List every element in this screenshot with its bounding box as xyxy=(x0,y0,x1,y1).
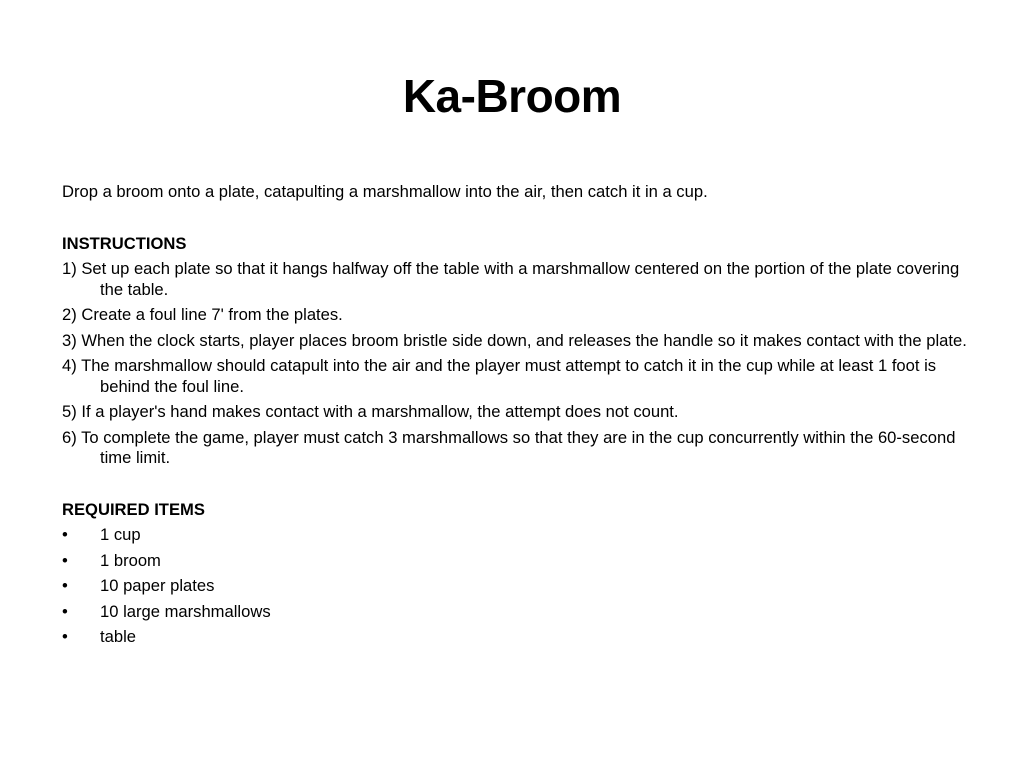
intro-text: Drop a broom onto a plate, catapulting a marshmallow into the air, then catch it in a cup. xyxy=(62,182,708,201)
required-items-list xyxy=(62,525,982,648)
list-item xyxy=(62,551,982,572)
item-label: 1 cup xyxy=(100,525,141,544)
instruction-step: 6) To complete the game, player must catch 3 marshmallows so that they are in the cup concurrently within the 60-second time limit. xyxy=(62,427,956,467)
item-label: 10 paper plates xyxy=(100,576,215,595)
bullet-icon: • xyxy=(62,601,68,621)
item-label: 10 large marshmallows xyxy=(100,601,271,621)
instructions-list xyxy=(62,259,982,469)
instructions-heading: INSTRUCTIONS xyxy=(62,233,187,253)
slide-title: Ka-Broom xyxy=(402,70,622,122)
instruction-step: 5) If a player's hand makes contact with a marshmallow, the attempt does not count. xyxy=(62,402,679,421)
bullet-icon: • xyxy=(62,525,68,544)
slide-body xyxy=(62,182,982,653)
list-item xyxy=(62,602,982,623)
instruction-step: 1) Set up each plate so that it hangs halfway off the table with a marshmallow centered on the portion of the plate covering the table. xyxy=(62,259,960,299)
bullet-icon: • xyxy=(62,627,68,646)
item-label: 1 broom xyxy=(100,550,161,570)
instruction-step: 3) When the clock starts, player places broom bristle side down, and releases the handle so it makes contact with the plate. xyxy=(62,330,967,350)
item-label: table xyxy=(100,627,136,646)
required-items-heading: REQUIRED ITEMS xyxy=(62,499,205,519)
instruction-step: 2) Create a foul line 7' from the plates. xyxy=(62,305,343,324)
bullet-icon: • xyxy=(62,576,68,595)
list-item xyxy=(62,525,982,546)
instruction-step: 4) The marshmallow should catapult into the air and the player must attempt to catch it in the cup while at least 1 foot is behind the foul line. xyxy=(62,356,937,396)
bullet-icon: • xyxy=(62,550,68,570)
list-item xyxy=(62,627,982,648)
list-item xyxy=(62,576,982,597)
